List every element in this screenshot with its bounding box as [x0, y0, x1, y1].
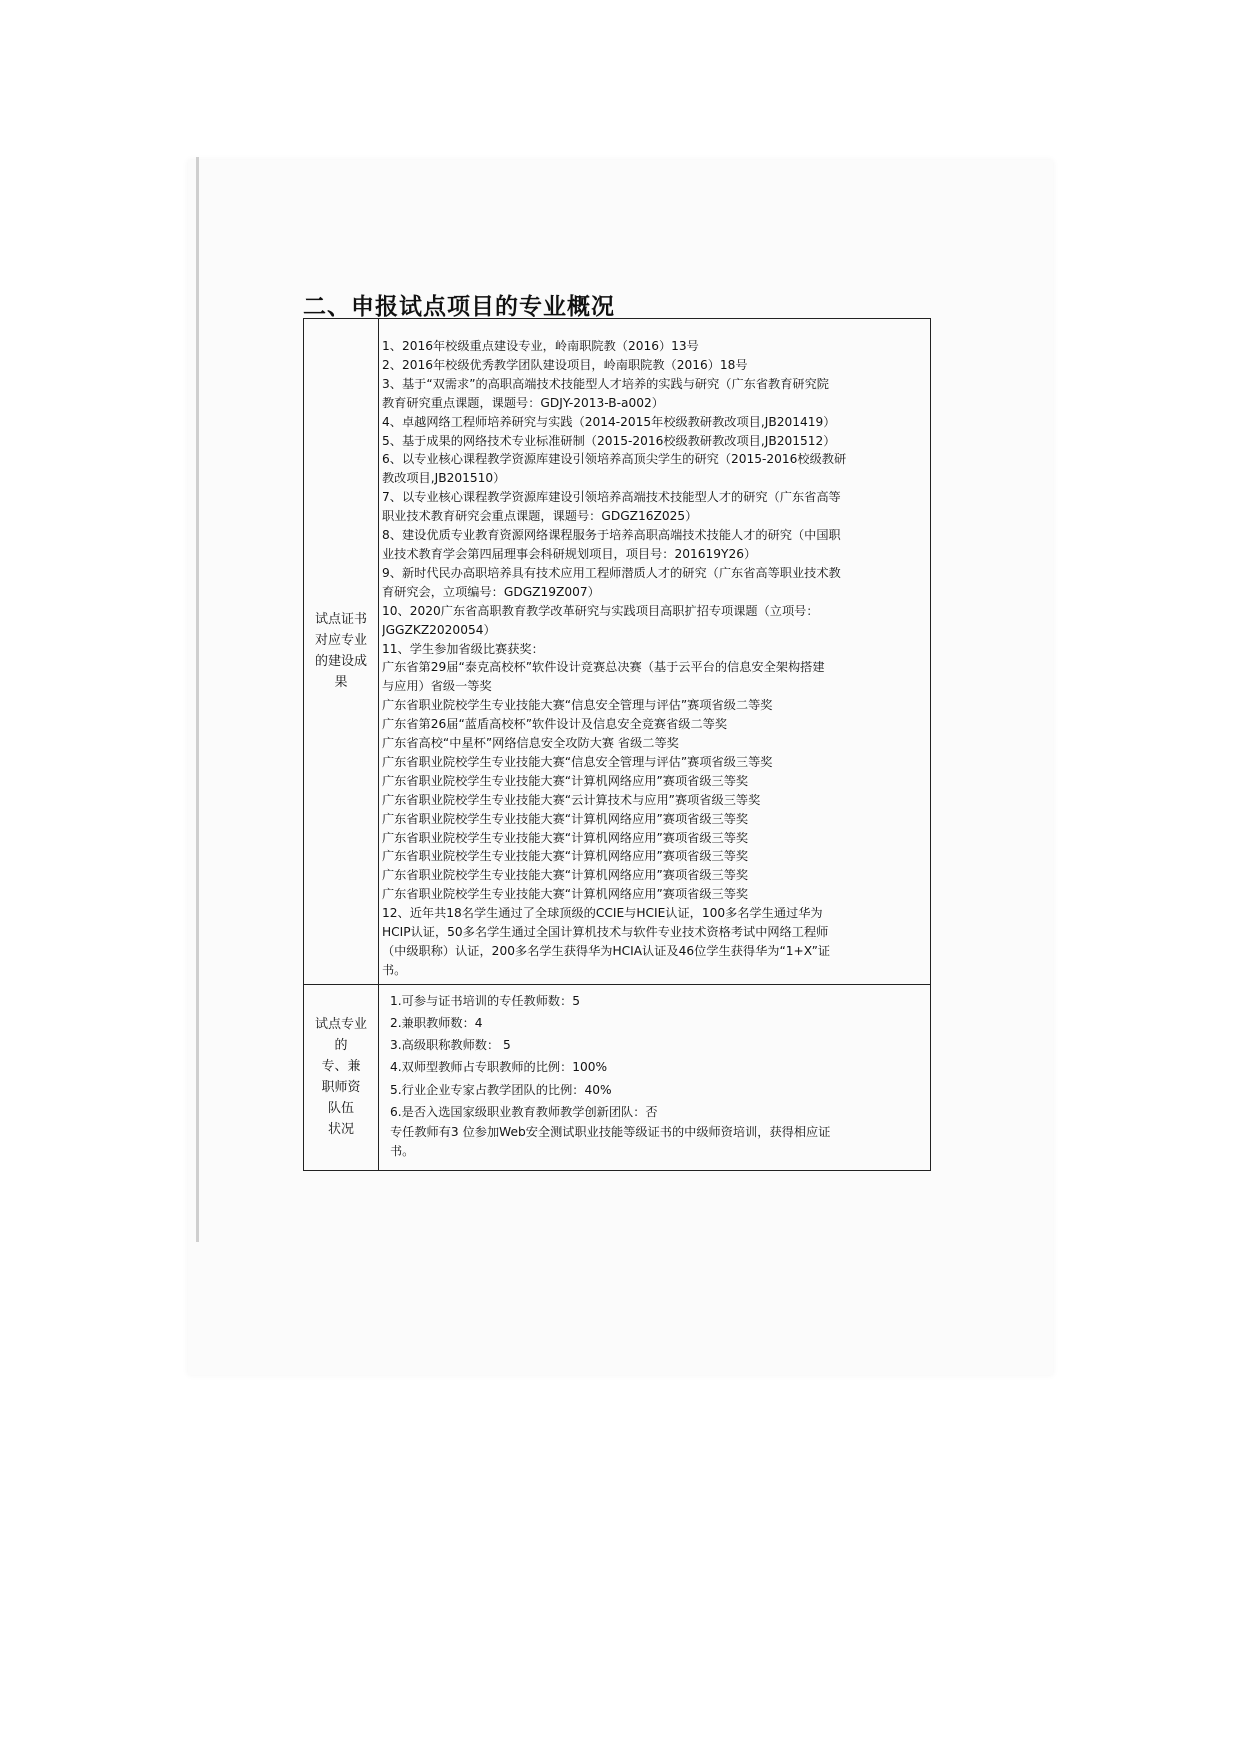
- achievement-line: 11、学生参加省级比赛获奖：: [382, 641, 544, 656]
- row-label-line: 试点证书: [314, 612, 367, 628]
- achievement-line: 3、基于“双需求”的高职高端技术技能型人才培养的实践与研究（广东省教育研究院: [382, 376, 829, 391]
- award-line: 广东省第26届“蓝盾高校杯”软件设计及信息安全竞赛省级二等奖: [382, 717, 728, 732]
- achievement-line: 业技术教育学会第四届理事会科研规划项目，项目号：201619Y26）: [382, 546, 757, 561]
- achievement-line: 4、卓越网络工程师培养研究与实践（2014-2015年校级教研教改项目,JB201419）: [382, 414, 836, 429]
- achievement-line: 2、2016年校级优秀教学团队建设项目，岭南职院教（2016）18号: [382, 357, 748, 372]
- achievements-content-cell: [379, 319, 931, 985]
- row-label-line: 试点专业: [314, 1017, 367, 1033]
- table-row-achievements: [304, 319, 931, 985]
- certification-line: 书。: [382, 962, 407, 977]
- table-row-teaching-staff: [304, 984, 931, 1170]
- award-line: 广东省职业院校学生专业技能大赛“计算机网络应用”赛项省级三等奖: [382, 811, 749, 826]
- row-label-line: 状况: [327, 1122, 354, 1138]
- award-line: 广东省职业院校学生专业技能大赛“云计算技术与应用”赛项省级三等奖: [382, 792, 761, 807]
- award-line: 广东省职业院校学生专业技能大赛“信息安全管理与评估”赛项省级三等奖: [382, 754, 773, 769]
- achievement-line: 8、建设优质专业教育资源网络课程服务于培养高职高端技术技能人才的研究（中国职: [382, 528, 841, 543]
- achievement-line: 5、基于成果的网络技术专业标准研制（2015-2016校级教研教改项目,JB201512）: [382, 433, 836, 448]
- achievement-line: 教育研究重点课题，课题号：GDJY-2013-B-a002）: [382, 395, 664, 410]
- project-overview-table: [303, 318, 931, 1171]
- award-line: 广东省职业院校学生专业技能大赛“计算机网络应用”赛项省级三等奖: [382, 887, 749, 902]
- award-line: 广东省职业院校学生专业技能大赛“计算机网络应用”赛项省级三等奖: [382, 830, 749, 845]
- row-label-line: 对应专业: [314, 633, 367, 649]
- row-label-line: 职师资: [321, 1080, 361, 1096]
- staff-stat-line: 1.可参与证书培训的专任教师数：5: [390, 993, 581, 1008]
- staff-stat-line: 4.双师型教师占专职教师的比例：100%: [390, 1060, 608, 1075]
- achievement-line: 6、以专业核心课程教学资源库建设引领培养高顶尖学生的研究（2015-2016校级教研: [382, 452, 847, 467]
- award-line: 广东省职业院校学生专业技能大赛“信息安全管理与评估”赛项省级二等奖: [382, 698, 773, 713]
- achievement-line: 7、以专业核心课程教学资源库建设引领培养高端技术技能型人才的研究（广东省高等: [382, 490, 841, 505]
- staff-note-line: 书。: [390, 1143, 415, 1158]
- achievement-line: 9、新时代民办高职培养具有技术应用工程师潜质人才的研究（广东省高等职业技术教: [382, 565, 841, 580]
- achievement-line: 1、2016年校级重点建设专业，岭南职院教（2016）13号: [382, 339, 699, 353]
- certification-line: 12、近年共18名学生通过了全球顶级的CCIE与HCIE认证，100多名学生通过华为: [382, 906, 823, 921]
- staff-stat-line: 3.高级职称教师数： 5: [390, 1038, 511, 1053]
- certification-line: HCIP认证，50多名学生通过全国计算机技术与软件专业技术资格考试中网络工程师: [382, 925, 829, 940]
- award-line: 与应用）省级一等奖: [382, 679, 492, 694]
- scan-edge-shadow: [196, 157, 199, 1242]
- staff-label-cell: [304, 984, 379, 1170]
- staff-stat-line: 5.行业企业专家占教学团队的比例：40%: [390, 1082, 612, 1097]
- row-label-line: 的建设成: [314, 654, 367, 670]
- staff-note-line: 专任教师有3 位参加Web安全测试职业技能等级证书的中级师资培训，获得相应证: [390, 1125, 831, 1140]
- row-label-line: 的: [334, 1038, 348, 1054]
- row-label-line: 专、兼: [321, 1059, 361, 1075]
- award-line: 广东省第29届“泰克高校杯”软件设计竞赛总决赛（基于云平台的信息安全架构搭建: [382, 660, 825, 675]
- row-label-line: 果: [334, 675, 348, 691]
- award-line: 广东省职业院校学生专业技能大赛“计算机网络应用”赛项省级三等奖: [382, 773, 749, 788]
- achievements-label-cell: [304, 319, 379, 985]
- staff-stat-line: 2.兼职教师数：4: [390, 1016, 483, 1031]
- certification-line: （中级职称）认证，200多名学生获得华为HCIA认证及46位学生获得华为“1+X”证: [382, 944, 831, 958]
- award-line: 广东省职业院校学生专业技能大赛“计算机网络应用”赛项省级三等奖: [382, 849, 749, 864]
- row-label-line: 队伍: [327, 1101, 354, 1117]
- achievement-line: JGGZKZ2020054）: [382, 622, 496, 637]
- achievement-line: 育研究会，立项编号：GDGZ19Z007）: [382, 584, 600, 599]
- staff-content-cell: [379, 984, 931, 1170]
- award-line: 广东省职业院校学生专业技能大赛“计算机网络应用”赛项省级三等奖: [382, 868, 749, 883]
- achievement-line: 职业技术教育研究会重点课题，课题号：GDGZ16Z025）: [382, 509, 698, 524]
- achievement-line: 教改项目,JB201510）: [382, 471, 506, 486]
- achievement-line: 10、2020广东省高职教育教学改革研究与实践项目高职扩招专项课题（立项号：: [382, 603, 819, 618]
- staff-stat-line: 6.是否入选国家级职业教育教师教学创新团队：否: [390, 1104, 658, 1119]
- section-title: 二、申报试点项目的专业概况: [303, 294, 615, 320]
- award-line: 广东省高校“中星杯”网络信息安全攻防大赛 省级二等奖: [382, 736, 679, 751]
